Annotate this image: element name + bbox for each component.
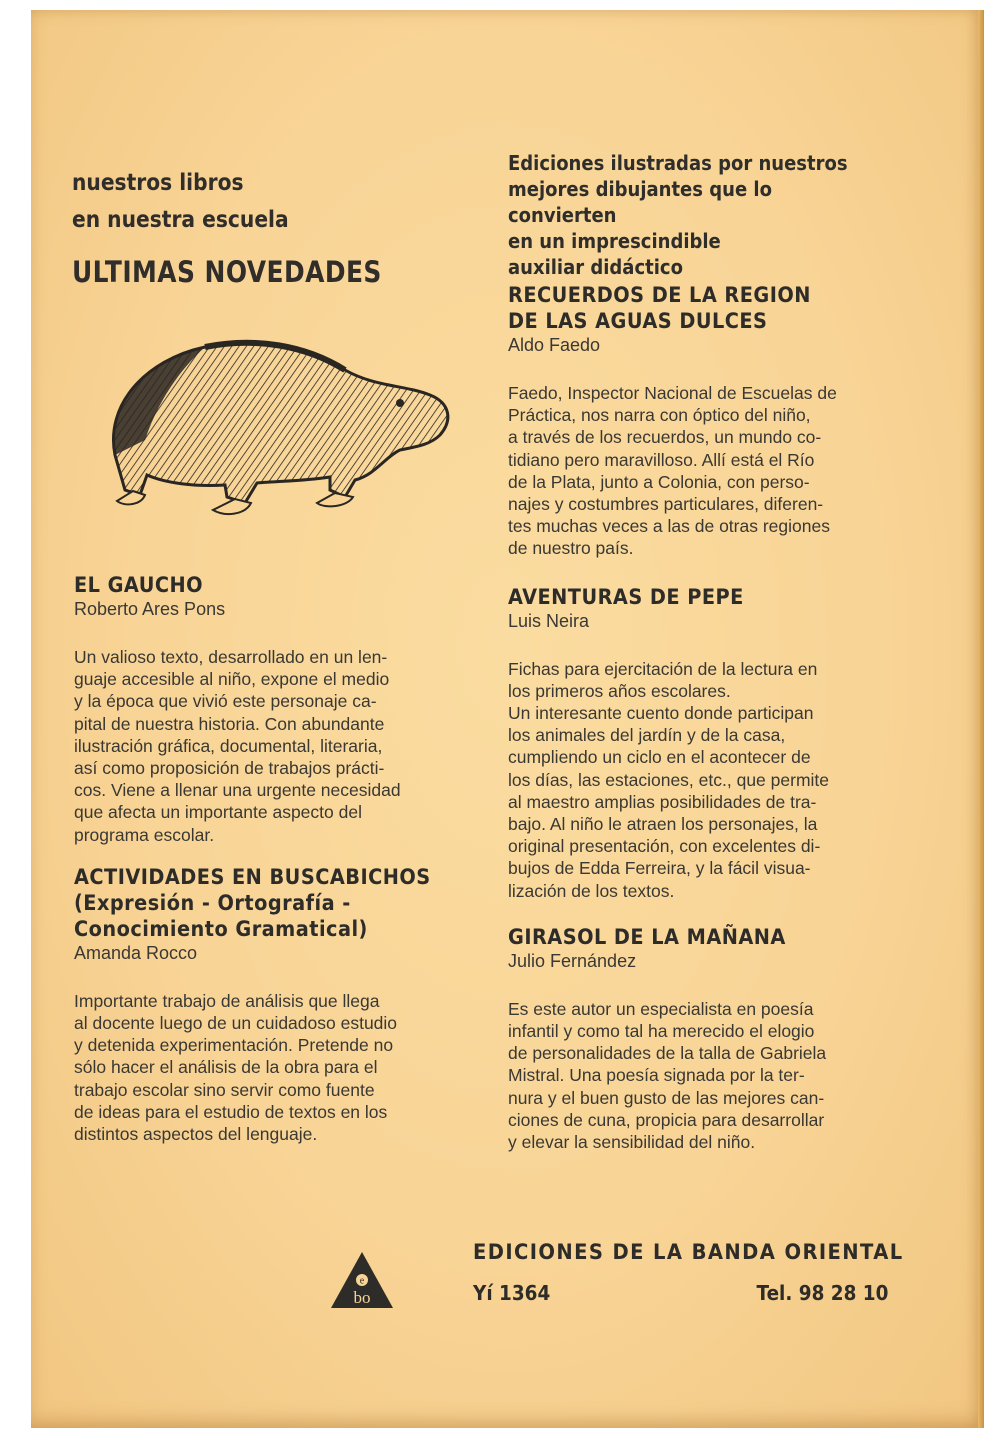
book-title: RECUERDOS DE LA REGION [508,283,811,307]
book-description: Faedo, Inspector Nacional de Escuelas de Práctica, nos narra con óptico del niño, a través de los recuerdos, un mundo co- tidiano pero maravilloso. Allí está el Río de la Plata, junto a Colonia, con perso- najes y costumbres particulares, diferen- tes muchas veces a las de otras regiones de nuestro país. [508,383,837,559]
logo-letter-e: e [359,1275,365,1287]
book-subtitle: (Expresión - Ortografía - [74,890,351,915]
publisher-name: EDICIONES DE LA BANDA ORIENTAL [473,1240,904,1264]
publisher-logo-icon [329,1250,395,1310]
book-title: AVENTURAS DE PEPE [508,584,744,609]
book-title: ACTIVIDADES EN BUSCABICHOS [74,864,431,889]
left-column [74,572,466,1145]
book-description: Importante trabajo de análisis que llega al docente luego de un cuidadoso estudio y detenida experimentación. Pretende no sólo hacer el análisis de la obra para el trabajo escolar sino servir como fuente de ideas para el estudio de textos en los distintos aspectos del lenguaje. [74,990,398,1145]
book-author: Roberto Ares Pons [74,599,226,619]
section-heading: ULTIMAS NOVEDADES [72,255,382,289]
book-recuerdos-de-la-region [508,282,900,560]
book-title: EL GAUCHO [74,573,204,597]
intro-text: Ediciones ilustradas por nuestros mejores dibujantes que lo convierten en un imprescindible auxiliar didáctico [508,151,848,279]
book-author: Amanda Rocco [74,942,198,963]
publisher-address: Yí 1364 [473,1281,551,1305]
book-subtitle: Conocimiento Gramatical) [74,916,368,941]
book-title: GIRASOL DE LA MAÑANA [508,924,786,949]
right-column [508,282,900,1153]
page-edge [978,10,984,1428]
header-line-2: en nuestra escuela [72,207,289,233]
book-el-gaucho [74,572,466,846]
book-title: DE LAS AGUAS DULCES [508,309,768,333]
book-aventuras-de-pepe [508,584,900,902]
book-actividades-en-buscabichos [74,864,466,1145]
book-description: Fichas para ejercitación de la lectura en los primeros años escolares. Un interesante cuento donde participan los animales del jardín y de la casa, cumpliendo un ciclo en el acontecer de los días, las estaciones, etc., que permite al maestro amplias posibilidades de tra- bajo. Al niño le atraen los personajes, la original presentación, con excelentes di- bujos de Edda Ferreira, y la fácil visua- lización de los textos. [508,658,829,901]
header-line-1: nuestros libros [72,170,244,196]
capybara-illustration [85,325,460,530]
book-author: Aldo Faedo [508,335,601,355]
book-author: Luis Neira [508,610,590,631]
book-description: Un valioso texto, desarrollado en un len- guaje accesible al niño, expone el medio y la época que vivió este personaje ca- pital de nuestra historia. Con abundante ilustración gráfica, documental, literaria, así como proposición de trabajos prácti- cos. Viene a llenar una urgente necesidad que afecta un importante aspecto del programa escolar. [74,647,401,845]
book-author: Julio Fernández [508,950,637,971]
logo-letters-bo: bo [353,1288,371,1307]
publisher-phone: Tel. 98 28 10 [756,1281,888,1305]
book-girasol-de-la-manana [508,924,900,1153]
book-description: Es este autor un especialista en poesía infantil y como tal ha merecido el elogio de personalidades de la talla de Gabriela Mistral. Una poesía signada por la ter- nura y el buen gusto de las mejores can- ciones de cuna, propicia para desarrollar y elevar la sensibilidad del niño. [508,998,827,1153]
magazine-page [31,10,984,1428]
